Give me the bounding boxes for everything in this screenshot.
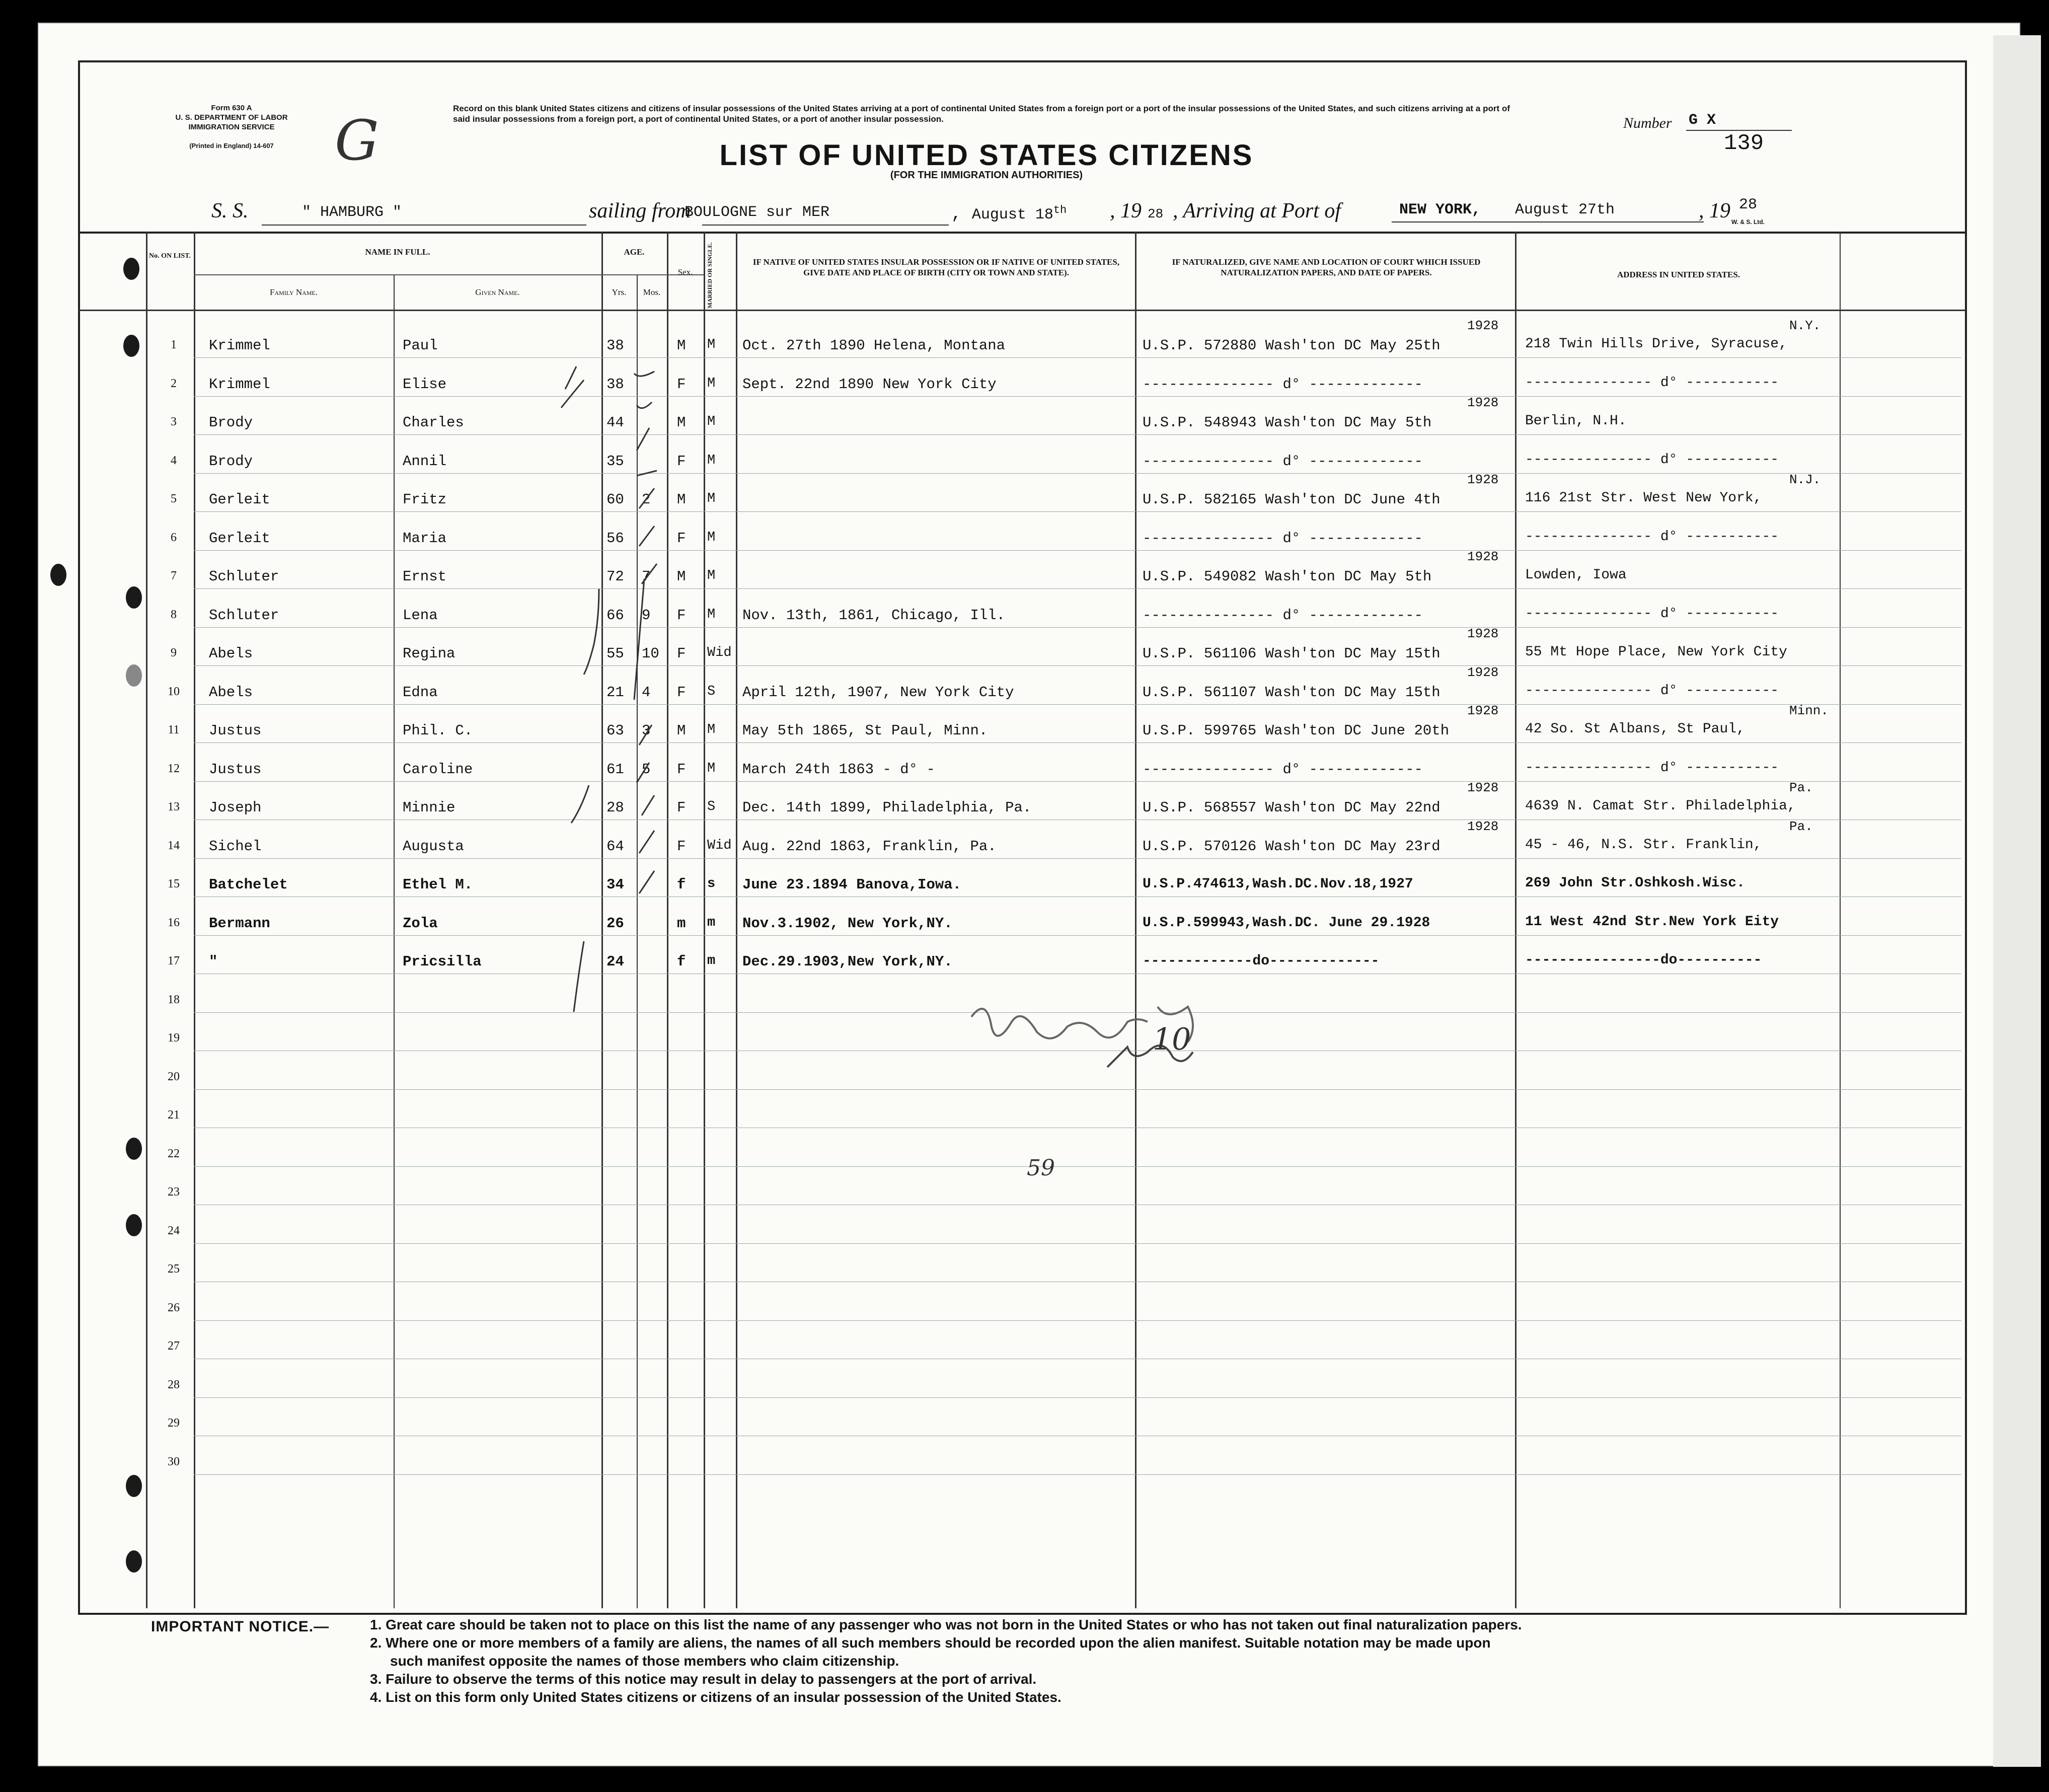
family-name: Batchelet bbox=[209, 876, 288, 893]
col-line bbox=[1515, 232, 1516, 1608]
marital-status: S bbox=[707, 799, 716, 814]
age-months: 10 bbox=[642, 645, 659, 662]
age-years: 44 bbox=[606, 414, 624, 431]
sail-date: , August 18th bbox=[951, 204, 1067, 224]
address: 116 21st Str. West New York, bbox=[1525, 490, 1762, 506]
naturalization-info: U.S.P. 561106 Wash'ton DC May 15th bbox=[1143, 645, 1440, 662]
birth-info: June 23.1894 Banova,Iowa. bbox=[742, 876, 962, 893]
row-rule bbox=[194, 1474, 1961, 1475]
row-rule bbox=[194, 588, 1961, 589]
printer-mark: W. & S. Ltd. bbox=[1731, 218, 1765, 226]
paper-year: 1928 bbox=[1467, 318, 1499, 333]
marital-status: M bbox=[707, 337, 716, 352]
check-mark bbox=[565, 366, 576, 389]
signature-scrawl bbox=[966, 992, 1329, 1082]
address: --------------- d° ----------- bbox=[1525, 375, 1779, 391]
address-state: Minn. bbox=[1789, 703, 1829, 718]
family-name: Krimmel bbox=[209, 376, 270, 393]
age-months: 9 bbox=[642, 607, 651, 624]
age-years: 61 bbox=[606, 761, 624, 778]
handwritten-letter: G bbox=[335, 108, 379, 173]
birth-info: April 12th, 1907, New York City bbox=[742, 684, 1014, 701]
row-number: 13 bbox=[168, 800, 180, 813]
row-number: 1 bbox=[171, 338, 177, 351]
marital-status: M bbox=[707, 568, 716, 583]
family-name: Gerleit bbox=[209, 491, 270, 508]
row-rule bbox=[194, 819, 1961, 820]
notice-item: such manifest opposite the names of those members who claim citizenship. bbox=[390, 1653, 899, 1669]
address-state: Pa. bbox=[1789, 780, 1813, 795]
row-rule bbox=[194, 627, 1961, 628]
sail-year-prefix: , 19 bbox=[1110, 199, 1142, 222]
address: --------------- d° ----------- bbox=[1525, 606, 1779, 622]
check-mark bbox=[637, 428, 649, 451]
paper-year: 1928 bbox=[1467, 472, 1499, 487]
check-mark bbox=[634, 371, 654, 376]
marital-status: m bbox=[707, 915, 716, 930]
notice-item: 2. Where one or more members of a family are aliens, the names of all such members should be recorded upon the alien manifest. Suitable notation may be made upon bbox=[370, 1635, 1491, 1651]
bracket-mark bbox=[584, 589, 599, 675]
paper-year: 1928 bbox=[1467, 665, 1499, 680]
naturalization-info: U.S.P. 561107 Wash'ton DC May 15th bbox=[1143, 684, 1440, 701]
age-months: 4 bbox=[642, 684, 651, 701]
marital-status: m bbox=[707, 953, 716, 968]
family-name: Schluter bbox=[209, 568, 279, 585]
marital-status: Wid bbox=[707, 645, 732, 660]
col-given-header: Given Name. bbox=[475, 287, 520, 297]
sex: m bbox=[677, 915, 686, 932]
age-months: 7 bbox=[642, 568, 651, 585]
sex: F bbox=[677, 453, 686, 470]
age-years: 26 bbox=[606, 915, 624, 932]
col-sex-header: Sex. bbox=[677, 267, 693, 277]
family-name: Brody bbox=[209, 453, 253, 470]
age-years: 35 bbox=[606, 453, 624, 470]
row-number: 6 bbox=[171, 531, 177, 544]
sex: F bbox=[677, 684, 686, 701]
col-married-header: MARRIED OR SINGLE. bbox=[706, 242, 713, 309]
address: --------------- d° ----------- bbox=[1525, 683, 1779, 699]
birth-info: Nov. 13th, 1861, Chicago, Ill. bbox=[742, 607, 1006, 624]
row-number: 2 bbox=[171, 377, 177, 390]
row-number: 9 bbox=[171, 646, 177, 659]
naturalization-info: U.S.P. 572880 Wash'ton DC May 25th bbox=[1143, 337, 1440, 354]
naturalization-info: U.S.P. 582165 Wash'ton DC June 4th bbox=[1143, 491, 1440, 508]
given-name: Lena bbox=[403, 607, 438, 624]
age-years: 38 bbox=[606, 376, 624, 393]
row-number: 23 bbox=[168, 1185, 180, 1199]
paper-year: 1928 bbox=[1467, 395, 1499, 410]
page-mark: 59 bbox=[1027, 1155, 1055, 1181]
family-name: Justus bbox=[209, 722, 262, 739]
marital-status: M bbox=[707, 414, 716, 429]
row-number: 26 bbox=[168, 1301, 180, 1314]
department: U. S. DEPARTMENT OF LABOR bbox=[175, 113, 288, 122]
col-line bbox=[736, 232, 737, 1608]
sex: F bbox=[677, 376, 686, 393]
paper-year: 1928 bbox=[1467, 549, 1499, 564]
sex: F bbox=[677, 761, 686, 778]
number-value: G X bbox=[1689, 112, 1716, 129]
name-age-subrule bbox=[194, 274, 704, 275]
given-name: Pricsilla bbox=[403, 953, 482, 970]
birth-info: May 5th 1865, St Paul, Minn. bbox=[742, 722, 988, 739]
given-name: Elise bbox=[403, 376, 447, 393]
paper-year: 1928 bbox=[1467, 819, 1499, 834]
age-years: 38 bbox=[606, 337, 624, 354]
age-years: 55 bbox=[606, 645, 624, 662]
family-name: Abels bbox=[209, 645, 253, 662]
birth-info: Nov.3.1902, New York,NY. bbox=[742, 915, 953, 932]
sex: F bbox=[677, 799, 686, 816]
col-name-header: NAME IN FULL. bbox=[365, 247, 430, 257]
bracket-mark bbox=[571, 785, 589, 823]
paper-year: 1928 bbox=[1467, 626, 1499, 641]
birth-info: March 24th 1863 - d° - bbox=[742, 761, 935, 778]
age-months: 2 bbox=[642, 491, 651, 508]
row-number: 22 bbox=[168, 1147, 180, 1160]
address: 42 So. St Albans, St Paul, bbox=[1525, 721, 1745, 737]
given-name: Maria bbox=[403, 530, 447, 547]
family-name: Joseph bbox=[209, 799, 262, 816]
underlying-sheet-edge bbox=[1993, 35, 2041, 1767]
form-instructions: Record on this blank United States citizens and citizens of insular possessions of the United States arriving at a port of continental United States from a foreign port or a port of the insular possessions of the United States, and such citizens arriving at a port of said insular possessions from a foreign port, a port of continental United States, or a port of another insular possession. bbox=[453, 104, 1510, 124]
col-line bbox=[1840, 232, 1841, 1608]
row-number: 29 bbox=[168, 1416, 180, 1430]
naturalization-info: U.S.P.474613,Wash.DC.Nov.18,1927 bbox=[1143, 876, 1413, 892]
notice-item: 1. Great care should be taken not to place on this list the name of any passenger who was not born in the United States or who has not taken out final naturalization papers. bbox=[370, 1617, 1522, 1632]
col-naturalization-header: IF NATURALIZED, GIVE NAME AND LOCATION OF COURT WHICH ISSUED NATURALIZATION PAPERS, AND DATE OF PAPERS. bbox=[1172, 257, 1481, 277]
age-years: 63 bbox=[606, 722, 624, 739]
form-id: Form 630 A bbox=[211, 104, 252, 112]
arriving-label: , Arriving at Port of bbox=[1173, 199, 1341, 222]
col-birth-header: IF NATIVE OF UNITED STATES INSULAR POSSESSION OR IF NATIVE OF UNITED STATES, GIVE DATE AND PLACE OF BIRTH (CITY OR TOWN AND STATE). bbox=[752, 257, 1120, 277]
row-rule bbox=[194, 357, 1961, 358]
marital-status: M bbox=[707, 607, 716, 622]
row-rule bbox=[194, 781, 1961, 782]
row-rule bbox=[194, 935, 1961, 936]
naturalization-info: U.S.P.599943,Wash.DC. June 29.1928 bbox=[1143, 915, 1430, 931]
address: --------------- d° ----------- bbox=[1525, 760, 1779, 776]
birth-info: Aug. 22nd 1863, Franklin, Pa. bbox=[742, 838, 997, 855]
family-name: Justus bbox=[209, 761, 262, 778]
service: IMMIGRATION SERVICE bbox=[188, 123, 275, 131]
age-years: 66 bbox=[606, 607, 624, 624]
address: 218 Twin Hills Drive, Syracuse, bbox=[1525, 336, 1787, 352]
sex: F bbox=[677, 607, 686, 624]
given-name: Fritz bbox=[403, 491, 447, 508]
row-number: 14 bbox=[168, 839, 180, 852]
col-yrs-header: Yrs. bbox=[612, 287, 627, 297]
row-rule bbox=[194, 396, 1961, 397]
col-address-header: ADDRESS IN UNITED STATES. bbox=[1617, 270, 1740, 279]
arrival-year-prefix: , 19 bbox=[1699, 199, 1730, 222]
check-mark bbox=[642, 795, 654, 815]
address: 4639 N. Camat Str. Philadelphia, bbox=[1525, 798, 1796, 814]
sex: F bbox=[677, 645, 686, 662]
address: 55 Mt Hope Place, New York City bbox=[1525, 644, 1787, 660]
row-number: 11 bbox=[168, 723, 180, 736]
check-mark bbox=[637, 763, 649, 783]
marital-status: s bbox=[707, 876, 716, 891]
row-rule bbox=[194, 550, 1961, 551]
birth-info: Sept. 22nd 1890 New York City bbox=[742, 376, 997, 393]
check-mark bbox=[634, 579, 644, 700]
check-mark bbox=[639, 831, 654, 853]
sex: M bbox=[677, 414, 686, 431]
address: 269 John Str.Oshkosh.Wisc. bbox=[1525, 875, 1745, 891]
address: --------------- d° ----------- bbox=[1525, 452, 1779, 468]
naturalization-info: U.S.P. 599765 Wash'ton DC June 20th bbox=[1143, 722, 1450, 739]
notice-item: 4. List on this form only United States citizens or citizens of an insular possession of the United States. bbox=[370, 1689, 1061, 1705]
marital-status: Wid bbox=[707, 838, 732, 853]
header-bottom-rule bbox=[78, 310, 1965, 311]
page-title: LIST OF UNITED STATES CITIZENS bbox=[719, 139, 1254, 172]
address: 45 - 46, N.S. Str. Franklin, bbox=[1525, 837, 1762, 853]
naturalization-info: U.S.P. 568557 Wash'ton DC May 22nd bbox=[1143, 799, 1440, 816]
family-name: Brody bbox=[209, 414, 253, 431]
row-rule bbox=[194, 473, 1961, 474]
sex: M bbox=[677, 337, 686, 354]
address: Berlin, N.H. bbox=[1525, 413, 1627, 429]
age-months: 5 bbox=[642, 761, 651, 778]
address: ----------------do---------- bbox=[1525, 952, 1762, 968]
sail-year: 28 bbox=[1148, 206, 1164, 221]
marital-status: M bbox=[707, 453, 716, 468]
row-rule bbox=[194, 1320, 1961, 1321]
row-number: 20 bbox=[168, 1070, 180, 1083]
page-number: 139 bbox=[1724, 131, 1764, 156]
address-state: Pa. bbox=[1789, 819, 1813, 834]
sex: M bbox=[677, 568, 686, 585]
age-years: 24 bbox=[606, 953, 624, 970]
age-years: 64 bbox=[606, 838, 624, 855]
ship-name: " HAMBURG " bbox=[302, 204, 402, 221]
sex: M bbox=[677, 722, 686, 739]
notice-item: 3. Failure to observe the terms of this notice may result in delay to passengers at the port of arrival. bbox=[370, 1671, 1037, 1687]
row-number: 8 bbox=[171, 608, 177, 621]
given-name: Paul bbox=[403, 337, 438, 354]
sex: F bbox=[677, 530, 686, 547]
given-name: Annil bbox=[403, 453, 447, 470]
paper-year: 1928 bbox=[1467, 703, 1499, 718]
col-age-header: AGE. bbox=[624, 247, 645, 257]
family-name: Krimmel bbox=[209, 337, 270, 354]
naturalization-info: U.S.P. 570126 Wash'ton DC May 23rd bbox=[1143, 838, 1440, 855]
binder-hole bbox=[50, 564, 66, 586]
address-state: N.Y. bbox=[1789, 318, 1821, 333]
sex: f bbox=[677, 876, 686, 893]
marital-status: M bbox=[707, 530, 716, 545]
address: 11 West 42nd Str.New York Eity bbox=[1525, 914, 1779, 930]
col-line bbox=[1135, 232, 1136, 1608]
birth-info: Dec.29.1903,New York,NY. bbox=[742, 953, 953, 970]
given-name: Edna bbox=[403, 684, 438, 701]
given-name: Ethel M. bbox=[403, 876, 473, 893]
given-name: Zola bbox=[403, 915, 438, 932]
marital-status: M bbox=[707, 722, 716, 737]
age-years: 21 bbox=[606, 684, 624, 701]
paper-year: 1928 bbox=[1467, 780, 1499, 795]
number-label: Number bbox=[1623, 115, 1672, 131]
arrival-year: 28 bbox=[1739, 196, 1758, 213]
row-rule bbox=[194, 665, 1961, 666]
age-years: 34 bbox=[606, 876, 624, 893]
given-name: Ernst bbox=[403, 568, 447, 585]
given-name: Minnie bbox=[403, 799, 456, 816]
row-rule bbox=[194, 511, 1961, 512]
check-mark bbox=[561, 380, 584, 408]
row-rule bbox=[194, 858, 1961, 859]
address: --------------- d° ----------- bbox=[1525, 529, 1779, 545]
row-rule bbox=[194, 704, 1961, 705]
row-number: 30 bbox=[168, 1455, 180, 1468]
given-name: Regina bbox=[403, 645, 456, 662]
family-name: Gerleit bbox=[209, 530, 270, 547]
naturalization-info: --------------- d° ------------- bbox=[1143, 607, 1423, 624]
age-years: 28 bbox=[606, 799, 624, 816]
notice-heading: IMPORTANT NOTICE.— bbox=[151, 1618, 330, 1635]
col-no-header: No. ON LIST. bbox=[149, 252, 191, 260]
marital-status: S bbox=[707, 684, 716, 699]
check-mark bbox=[639, 526, 654, 546]
family-name: Schluter bbox=[209, 607, 279, 624]
arrival-date: August 27th bbox=[1515, 201, 1615, 218]
row-rule bbox=[194, 1166, 1961, 1167]
row-number: 3 bbox=[171, 415, 177, 428]
sex: f bbox=[677, 953, 686, 970]
table-top-rule bbox=[78, 232, 1965, 234]
age-years: 72 bbox=[606, 568, 624, 585]
row-number: 16 bbox=[168, 916, 180, 929]
row-number: 15 bbox=[168, 877, 180, 890]
age-years: 56 bbox=[606, 530, 624, 547]
check-mark bbox=[637, 471, 657, 476]
col-line bbox=[394, 274, 395, 1608]
row-number: 18 bbox=[168, 993, 180, 1006]
row-number: 7 bbox=[171, 569, 177, 582]
sex: F bbox=[677, 838, 686, 855]
given-name: Phil. C. bbox=[403, 722, 473, 739]
row-number: 12 bbox=[168, 762, 180, 775]
birth-info: Oct. 27th 1890 Helena, Montana bbox=[742, 337, 1006, 354]
marital-status: M bbox=[707, 491, 716, 506]
address-state: N.J. bbox=[1789, 472, 1821, 487]
naturalization-info: --------------- d° ------------- bbox=[1143, 376, 1423, 393]
row-rule bbox=[194, 742, 1961, 743]
check-marks bbox=[554, 352, 715, 1032]
naturalization-info: U.S.P. 549082 Wash'ton DC May 5th bbox=[1143, 568, 1432, 585]
row-number: 5 bbox=[171, 492, 177, 505]
col-family-header: Family Name. bbox=[269, 287, 318, 297]
naturalization-info: U.S.P. 548943 Wash'ton DC May 5th bbox=[1143, 414, 1432, 431]
family-name: Abels bbox=[209, 684, 253, 701]
departure-port: BOULOGNE sur MER bbox=[685, 204, 830, 221]
age-years: 60 bbox=[606, 491, 624, 508]
marital-status: M bbox=[707, 376, 716, 391]
row-rule bbox=[194, 1397, 1961, 1398]
row-rule bbox=[194, 434, 1961, 435]
age-months: 3 bbox=[642, 722, 651, 739]
given-name: Charles bbox=[403, 414, 464, 431]
given-name: Caroline bbox=[403, 761, 473, 778]
row-number: 24 bbox=[168, 1224, 180, 1237]
row-number: 4 bbox=[171, 454, 177, 467]
naturalization-info: -------------do------------- bbox=[1143, 953, 1380, 969]
page-subtitle: (FOR THE IMMIGRATION AUTHORITIES) bbox=[890, 170, 1083, 181]
col-mos-header: Mos. bbox=[643, 287, 661, 297]
check-mark bbox=[637, 402, 652, 408]
ss-label: S. S. bbox=[211, 199, 249, 222]
bracket-mark bbox=[574, 941, 584, 1012]
address: Lowden, Iowa bbox=[1525, 567, 1627, 583]
row-number: 19 bbox=[168, 1031, 180, 1044]
row-number: 17 bbox=[168, 954, 180, 967]
marital-status: M bbox=[707, 761, 716, 776]
row-number: 28 bbox=[168, 1378, 180, 1391]
sailing-label: sailing from bbox=[589, 199, 691, 222]
family-name: Bermann bbox=[209, 915, 270, 932]
naturalization-info: --------------- d° ------------- bbox=[1143, 761, 1423, 778]
sex: M bbox=[677, 491, 686, 508]
arrival-port: NEW YORK, bbox=[1399, 201, 1481, 218]
row-number: 25 bbox=[168, 1262, 180, 1276]
check-mark bbox=[639, 725, 652, 745]
row-number: 27 bbox=[168, 1339, 180, 1353]
printed-note: (Printed in England) 14-607 bbox=[189, 142, 274, 150]
naturalization-info: --------------- d° ------------- bbox=[1143, 453, 1423, 470]
birth-info: Dec. 14th 1899, Philadelphia, Pa. bbox=[742, 799, 1032, 816]
handwritten-time: 10 bbox=[1153, 1022, 1191, 1057]
family-name: " bbox=[209, 953, 218, 970]
check-mark bbox=[639, 871, 654, 893]
row-rule bbox=[194, 1243, 1961, 1244]
row-number: 10 bbox=[168, 685, 180, 698]
naturalization-info: --------------- d° ------------- bbox=[1143, 530, 1423, 547]
family-name: Sichel bbox=[209, 838, 262, 855]
given-name: Augusta bbox=[403, 838, 464, 855]
check-mark bbox=[639, 488, 654, 508]
row-rule bbox=[194, 1089, 1961, 1090]
row-number: 21 bbox=[168, 1108, 180, 1122]
